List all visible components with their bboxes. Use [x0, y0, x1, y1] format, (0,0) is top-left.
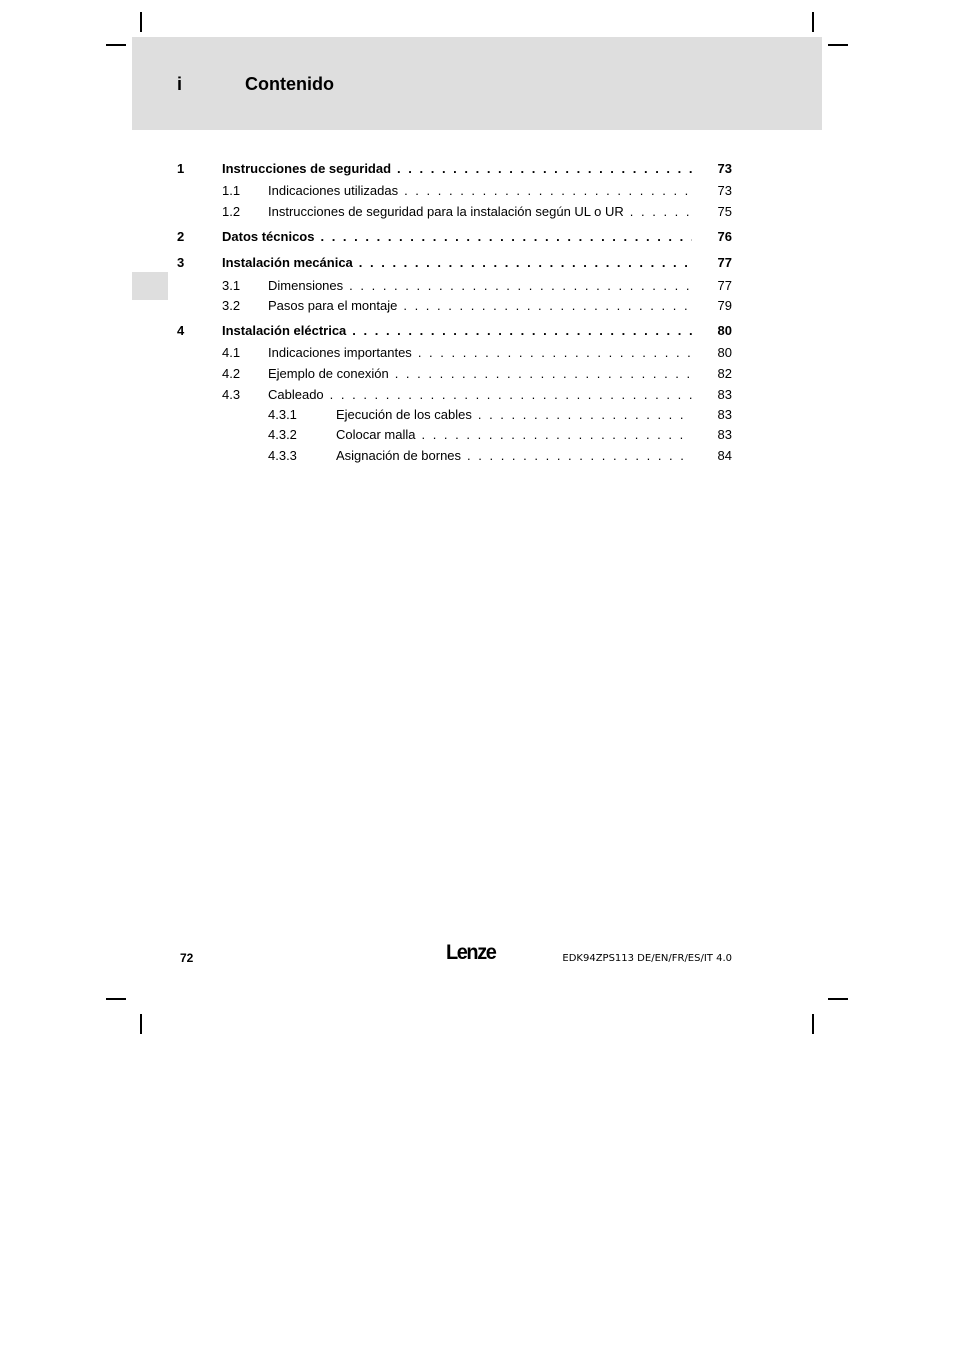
toc-entry[interactable] [0, 276, 954, 296]
toc-entry[interactable] [0, 425, 954, 445]
toc-entry-number: 1 [177, 161, 185, 176]
toc-entry-title: Cableado [268, 387, 324, 402]
footer-page-number: 72 [180, 951, 194, 965]
toc-entry-page: 75 [717, 204, 732, 219]
toc-leader-dots [330, 385, 692, 405]
toc-leader-dots [403, 296, 692, 316]
toc-entry-number: 4 [177, 323, 185, 338]
toc-entry-number: 4.3.3 [268, 448, 297, 463]
toc-entry-title: Instalación eléctrica [222, 323, 347, 338]
toc-entry[interactable] [0, 385, 954, 405]
toc-leader-dots [467, 446, 692, 466]
toc-entry[interactable] [0, 253, 954, 273]
toc-leader-dots [404, 181, 692, 201]
toc-entry-page: 79 [717, 298, 732, 313]
toc-leader-dots [630, 202, 692, 222]
toc-entry[interactable] [0, 202, 954, 222]
toc-entry-number: 2 [177, 229, 185, 244]
toc-entry-page: 84 [717, 448, 732, 463]
toc-entry-title: Dimensiones [268, 278, 344, 293]
toc-leader-dots [352, 321, 692, 341]
toc-entry-page: 73 [717, 161, 732, 176]
toc-entry-number: 3.2 [222, 298, 241, 313]
toc-entry-title: Pasos para el montaje [268, 298, 398, 313]
toc-entry-title: Ejecución de los cables [336, 407, 472, 422]
toc-entry[interactable] [0, 364, 954, 384]
toc-entry-number: 4.1 [222, 345, 241, 360]
toc-entry-page: 82 [717, 366, 732, 381]
crop-mark [106, 998, 126, 1000]
toc-leader-dots [421, 425, 692, 445]
toc-leader-dots [418, 343, 692, 363]
toc-entry-title: Instalación mecánica [222, 255, 353, 270]
crop-mark [106, 44, 126, 46]
toc-entry-number: 4.3.2 [268, 427, 297, 442]
toc-entry-number: 1.1 [222, 183, 241, 198]
toc-entry-page: 83 [717, 427, 732, 442]
crop-mark [140, 12, 142, 32]
toc-entry-title: Instrucciones de seguridad para la instalación según UL o UR [268, 204, 624, 219]
toc-entry-title: Colocar malla [336, 427, 416, 442]
toc-entry[interactable] [0, 405, 954, 425]
toc-entry-page: 80 [717, 323, 732, 338]
crop-mark [828, 44, 848, 46]
toc-entry[interactable] [0, 296, 954, 316]
section-letter: i [177, 74, 183, 94]
toc-entry-number: 4.3.1 [268, 407, 297, 422]
header-band [132, 37, 822, 130]
toc-entry-page: 80 [717, 345, 732, 360]
toc-leader-dots [359, 253, 692, 273]
toc-entry-title: Indicaciones utilizadas [268, 183, 399, 198]
toc-leader-dots [349, 276, 692, 296]
toc-entry-title: Datos técnicos [222, 229, 315, 244]
toc-entry-number: 4.2 [222, 366, 241, 381]
toc-entry[interactable] [0, 159, 954, 179]
toc-entry-page: 77 [717, 278, 732, 293]
toc-entry[interactable] [0, 227, 954, 247]
toc-entry-page: 83 [717, 387, 732, 402]
toc-entry-number: 3 [177, 255, 185, 270]
crop-mark [828, 998, 848, 1000]
toc-leader-dots [395, 364, 692, 384]
toc-entry-title: Instrucciones de seguridad [222, 161, 392, 176]
footer-document-id: EDK94ZPS113 DE/EN/FR/ES/IT 4.0 [562, 953, 732, 964]
toc-entry-title: Ejemplo de conexión [268, 366, 389, 381]
toc-entry-page: 76 [717, 229, 732, 244]
crop-mark [140, 1014, 142, 1034]
toc-entry-number: 4.3 [222, 387, 241, 402]
crop-mark [812, 1014, 814, 1034]
toc-leader-dots [397, 159, 692, 179]
toc-entry-page: 73 [717, 183, 732, 198]
crop-mark [812, 12, 814, 32]
lenze-logo: Lenze [446, 941, 496, 964]
toc-leader-dots [478, 405, 692, 425]
toc-entry[interactable] [0, 446, 954, 466]
toc-entry-number: 1.2 [222, 204, 241, 219]
page-title: Contenido [245, 74, 334, 94]
toc-entry[interactable] [0, 343, 954, 363]
toc-leader-dots [320, 227, 692, 247]
toc-entry[interactable] [0, 181, 954, 201]
toc-entry-page: 77 [717, 255, 732, 270]
toc-entry-page: 83 [717, 407, 732, 422]
toc-entry-number: 3.1 [222, 278, 241, 293]
toc-entry[interactable] [0, 321, 954, 341]
toc-entry-title: Indicaciones importantes [268, 345, 412, 360]
toc-entry-title: Asignación de bornes [336, 448, 462, 463]
